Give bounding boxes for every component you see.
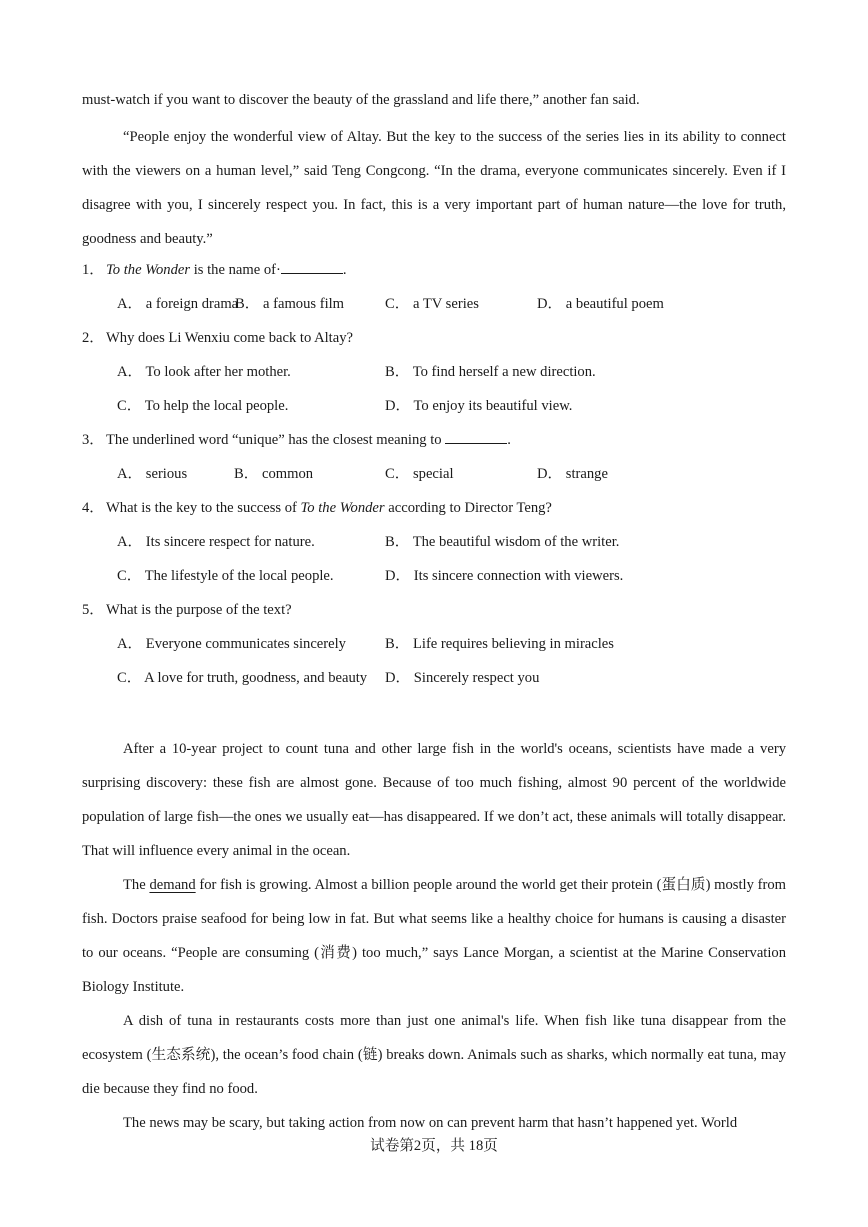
question-text: What is the purpose of the text? bbox=[106, 602, 292, 618]
option-c[interactable]: C． A love for truth, goodness, and beauty bbox=[117, 670, 368, 686]
option-b[interactable]: B． a famous film bbox=[235, 296, 345, 312]
option-a[interactable]: A． serious bbox=[117, 466, 188, 482]
option-d[interactable]: D． Its sincere connection with viewers. bbox=[385, 568, 624, 584]
option-a[interactable]: A． a foreign drama bbox=[117, 296, 239, 312]
question-4-options-row1 bbox=[82, 528, 786, 562]
answer-blank bbox=[281, 257, 343, 274]
question-end: . bbox=[342, 262, 347, 278]
question-2-options-row1 bbox=[82, 358, 786, 392]
question-number: 1． bbox=[82, 262, 104, 278]
question-1 bbox=[82, 256, 786, 290]
question-end: . bbox=[507, 432, 511, 448]
question-text: is the name of· bbox=[190, 262, 281, 278]
option-b[interactable]: B． To find herself a new direction. bbox=[385, 364, 596, 380]
option-a[interactable]: A． Its sincere respect for nature. bbox=[117, 534, 315, 550]
option-d[interactable]: D． strange bbox=[537, 466, 608, 482]
question-5 bbox=[82, 596, 786, 630]
question-text-end: according to Director Teng? bbox=[384, 500, 552, 516]
option-d[interactable]: D． a beautiful poem bbox=[537, 296, 664, 312]
page-content bbox=[82, 86, 786, 1140]
option-c[interactable]: C． To help the local people. bbox=[117, 398, 289, 414]
question-5-options-row2 bbox=[82, 664, 786, 698]
drama-title: To the Wonder bbox=[106, 262, 191, 278]
underlined-word: demand bbox=[149, 877, 196, 893]
question-2 bbox=[82, 324, 786, 358]
option-c[interactable]: C． The lifestyle of the local people. bbox=[117, 568, 334, 584]
question-number: 2． bbox=[82, 330, 104, 346]
question-number: 3． bbox=[82, 432, 104, 448]
paragraph-rest: for fish is growing. Almost a billion people around the world get their protein (蛋白质) mostly from fish. Doctors praise seafood for being low in fat. But what seems like a healthy choice for humans is causing a disaster to our oceans. “People are consuming (消费) too much,” says Lance Morgan, a scientist at the Marine Conservation Biology Institute. bbox=[82, 877, 786, 995]
question-2-options-row2 bbox=[82, 392, 786, 426]
option-d[interactable]: D． Sincerely respect you bbox=[385, 670, 540, 686]
question-3-options bbox=[82, 460, 786, 494]
passage2-paragraph-2 bbox=[82, 868, 786, 1004]
passage2-paragraph-3: A dish of tuna in restaurants costs more than just one animal's life. When fish like tuna disappear from the ecosystem (生态系统), the ocean’s food chain (链) breaks down. Animals such as sharks, which normally eat tuna, may die because they find no food. bbox=[82, 1013, 786, 1097]
paragraph-start: The bbox=[123, 877, 150, 893]
answer-blank bbox=[445, 427, 507, 444]
question-text: The underlined word “unique” has the closest meaning to bbox=[106, 432, 446, 448]
passage1-paragraph: “People enjoy the wonderful view of Altay. But the key to the success of the series lies in its ability to connect with the viewers on a human level,” said Teng Congcong. “In the drama, everyone communicates sincerely. Even if I disagree with you, I sincerely respect you. In fact, this is a very important part of human nature—the love for truth, goodness and beauty.” bbox=[82, 129, 786, 247]
drama-title: To the Wonder bbox=[300, 500, 385, 516]
question-3 bbox=[82, 426, 786, 460]
passage1-line: must-watch if you want to discover the beauty of the grassland and life there,” another fan said. bbox=[82, 92, 640, 108]
option-a[interactable]: A． To look after her mother. bbox=[117, 364, 291, 380]
option-b[interactable]: B． common bbox=[234, 466, 314, 482]
option-a[interactable]: A． Everyone communicates sincerely bbox=[117, 636, 346, 652]
section-gap bbox=[82, 698, 786, 732]
option-d[interactable]: D． To enjoy its beautiful view. bbox=[385, 398, 573, 414]
option-c[interactable]: C． special bbox=[385, 466, 454, 482]
question-1-options bbox=[82, 290, 786, 324]
passage2-paragraph-1: After a 10-year project to count tuna and other large fish in the world's oceans, scientists have made a very surprising discovery: these fish are almost gone. Because of too much fishing, almost 90 percent of the worldwide population of large fish—the ones we usually eat—has disappeared. If we don’t act, these animals will totally disappear. That will influence every animal in the ocean. bbox=[82, 741, 786, 859]
page-footer: 试卷第2页，共 18页 bbox=[370, 1138, 498, 1154]
question-text: What is the key to the success of bbox=[106, 500, 301, 516]
question-4 bbox=[82, 494, 786, 528]
passage2-paragraph-4: The news may be scary, but taking action from now on can prevent harm that hasn’t happened yet. World bbox=[123, 1115, 738, 1131]
question-text: Why does Li Wenxiu come back to Altay? bbox=[106, 330, 353, 346]
option-c[interactable]: C． a TV series bbox=[385, 296, 479, 312]
question-number: 5． bbox=[82, 602, 104, 618]
option-b[interactable]: B． The beautiful wisdom of the writer. bbox=[385, 534, 620, 550]
question-4-options-row2 bbox=[82, 562, 786, 596]
question-number: 4． bbox=[82, 500, 104, 516]
option-b[interactable]: B． Life requires believing in miracles bbox=[385, 636, 614, 652]
question-5-options-row1 bbox=[82, 630, 786, 664]
